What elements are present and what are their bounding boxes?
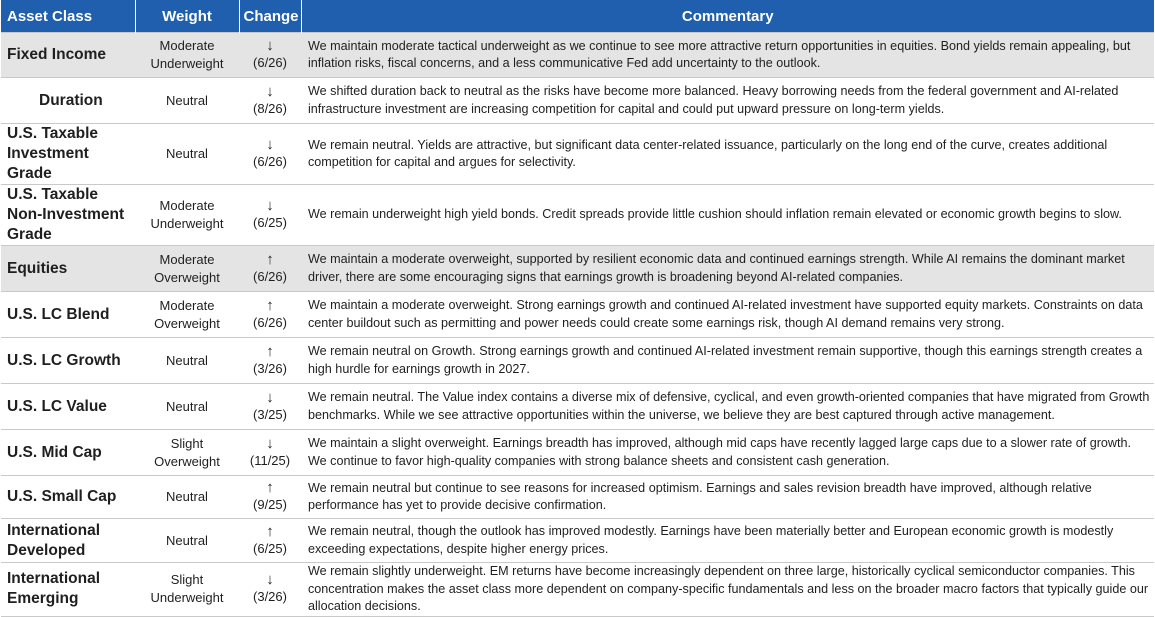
weight-cell: Neutral (135, 476, 239, 519)
asset-class-cell: U.S. Taxable Investment Grade (1, 124, 135, 185)
table-row (1, 476, 1154, 519)
weight-cell: Moderate Underweight (135, 33, 239, 78)
change-date: (9/25) (253, 497, 287, 512)
weight-cell: Neutral (135, 338, 239, 384)
change-cell (239, 33, 301, 78)
asset-class-cell: U.S. LC Blend (1, 292, 135, 338)
asset-class-cell: U.S. Small Cap (1, 476, 135, 519)
asset-class-cell: U.S. Mid Cap (1, 430, 135, 476)
commentary-cell: We remain slightly underweight. EM returns have become increasingly dependent on three large, historically cyclical semiconductor companies. This concentration makes the asset class more dependent on company-specific fundamentals and less on the broader macro factors that typically guide our allocation decisions. (301, 563, 1154, 617)
weight-cell: Moderate Overweight (135, 292, 239, 338)
arrow-up-icon: ↑ (266, 296, 274, 314)
change-date: (3/25) (253, 406, 287, 422)
asset-class-cell: U.S. LC Growth (1, 338, 135, 384)
table-row (1, 384, 1154, 430)
arrow-down-icon: ↓ (266, 37, 274, 54)
change-cell (239, 246, 301, 292)
arrow-up-icon: ↑ (266, 522, 274, 540)
change-date: (11/25) (249, 452, 291, 468)
table-row (1, 246, 1154, 292)
change-date: (6/25) (253, 540, 287, 556)
change-cell (239, 476, 301, 519)
table-row (1, 292, 1154, 338)
arrow-down-icon: ↓ (266, 136, 274, 153)
table-row (1, 33, 1154, 78)
commentary-cell: We maintain a slight overweight. Earnings breadth has improved, although mid caps have recently lagged large caps due to a slower rate of growth. We continue to favor high-quality companies with strong balance sheets and consistent cash generation. (301, 430, 1154, 476)
table-row (1, 430, 1154, 476)
asset-class-cell: Equities (1, 246, 135, 292)
arrow-down-icon: ↓ (266, 82, 274, 100)
asset-class-cell: Duration (1, 78, 135, 124)
arrow-down-icon: ↓ (266, 388, 274, 406)
table-row (1, 78, 1154, 124)
table-row (1, 185, 1154, 246)
asset-class-cell: U.S. Taxable Non-Investment Grade (1, 185, 135, 246)
commentary-cell: We remain neutral. Yields are attractive, but significant data center-related issuance, particularly on the long end of the curve, creates additional competition for capital and argues for selectivity. (301, 124, 1154, 185)
header-change: Change (239, 0, 301, 33)
commentary-cell: We remain neutral. The Value index contains a diverse mix of defensive, cyclical, and even growth-oriented companies that have migrated from Growth benchmarks. While we see attractive opportunities within the universe, we believe they are best captured through active management. (301, 384, 1154, 430)
change-date: (6/26) (253, 268, 287, 284)
change-cell (239, 124, 301, 185)
arrow-up-icon: ↑ (266, 250, 274, 268)
header-commentary: Commentary (301, 0, 1154, 33)
change-date: (6/26) (253, 55, 287, 70)
table-row (1, 519, 1154, 563)
table-row (1, 124, 1154, 185)
commentary-cell: We remain neutral, though the outlook has improved modestly. Earnings have been materially better and European economic growth is modestly exceeding expectations, despite higher energy prices. (301, 519, 1154, 563)
change-cell (239, 430, 301, 476)
weight-cell: Neutral (135, 384, 239, 430)
change-cell (239, 292, 301, 338)
weight-cell: Slight Underweight (135, 563, 239, 617)
asset-class-cell: International Developed (1, 519, 135, 563)
table-row (1, 338, 1154, 384)
change-date: (8/26) (253, 100, 287, 116)
commentary-cell: We maintain moderate tactical underweight as we continue to see more attractive return opportunities in equities. Bond yields remain appealing, but inflation risks, fiscal concerns, and a less communicative Fed add uncertainty to the outlook. (301, 33, 1154, 78)
arrow-down-icon: ↓ (266, 571, 274, 589)
change-cell (239, 78, 301, 124)
arrow-up-icon: ↑ (266, 479, 274, 496)
change-cell (239, 384, 301, 430)
header-asset-class: Asset Class (1, 0, 135, 33)
asset-allocation-table (1, 0, 1154, 617)
table-header-row (1, 0, 1154, 33)
asset-class-cell: U.S. LC Value (1, 384, 135, 430)
weight-cell: Slight Overweight (135, 430, 239, 476)
weight-cell: Neutral (135, 124, 239, 185)
commentary-cell: We remain neutral on Growth. Strong earnings growth and continued AI-related investment remain supportive, though this earnings strength creates a high hurdle for earnings growth in 2027. (301, 338, 1154, 384)
change-cell (239, 519, 301, 563)
arrow-up-icon: ↑ (266, 342, 274, 360)
change-date: (6/25) (253, 215, 287, 230)
table-row (1, 563, 1154, 617)
commentary-cell: We shifted duration back to neutral as the risks have become more balanced. Heavy borrowing needs from the federal government and AI-related infrastructure investment are increasing competition for capital and could put upward pressure on long-term yields. (301, 78, 1154, 124)
asset-class-cell: Fixed Income (1, 33, 135, 78)
weight-cell: Neutral (135, 519, 239, 563)
commentary-cell: We maintain a moderate overweight, supported by resilient economic data and continued earnings strength. While AI remains the dominant market driver, there are some encouraging signs that earnings growth is broadening beyond AI-related companies. (301, 246, 1154, 292)
weight-cell: Moderate Underweight (135, 185, 239, 246)
change-cell (239, 185, 301, 246)
change-date: (6/26) (253, 154, 287, 169)
change-cell (239, 338, 301, 384)
weight-cell: Moderate Overweight (135, 246, 239, 292)
commentary-cell: We remain neutral but continue to see reasons for increased optimism. Earnings and sales revision breadth have improved, although relative performance has yet to provide decisive confirmation. (301, 476, 1154, 519)
arrow-down-icon: ↓ (266, 197, 274, 214)
change-cell (239, 563, 301, 617)
header-weight: Weight (135, 0, 239, 33)
change-date: (6/26) (253, 314, 287, 330)
change-date: (3/26) (253, 589, 287, 605)
weight-cell: Neutral (135, 78, 239, 124)
commentary-cell: We remain underweight high yield bonds. Credit spreads provide little cushion should inflation remain elevated or economic growth begins to slow. (301, 185, 1154, 246)
change-date: (3/26) (253, 360, 287, 376)
commentary-cell: We maintain a moderate overweight. Strong earnings growth and continued AI-related investment have supported equity markets. Constraints on data center buildout such as permitting and power needs could create some earnings risk, though AI demand remains very strong. (301, 292, 1154, 338)
arrow-down-icon: ↓ (266, 434, 274, 452)
asset-class-cell: International Emerging (1, 563, 135, 617)
